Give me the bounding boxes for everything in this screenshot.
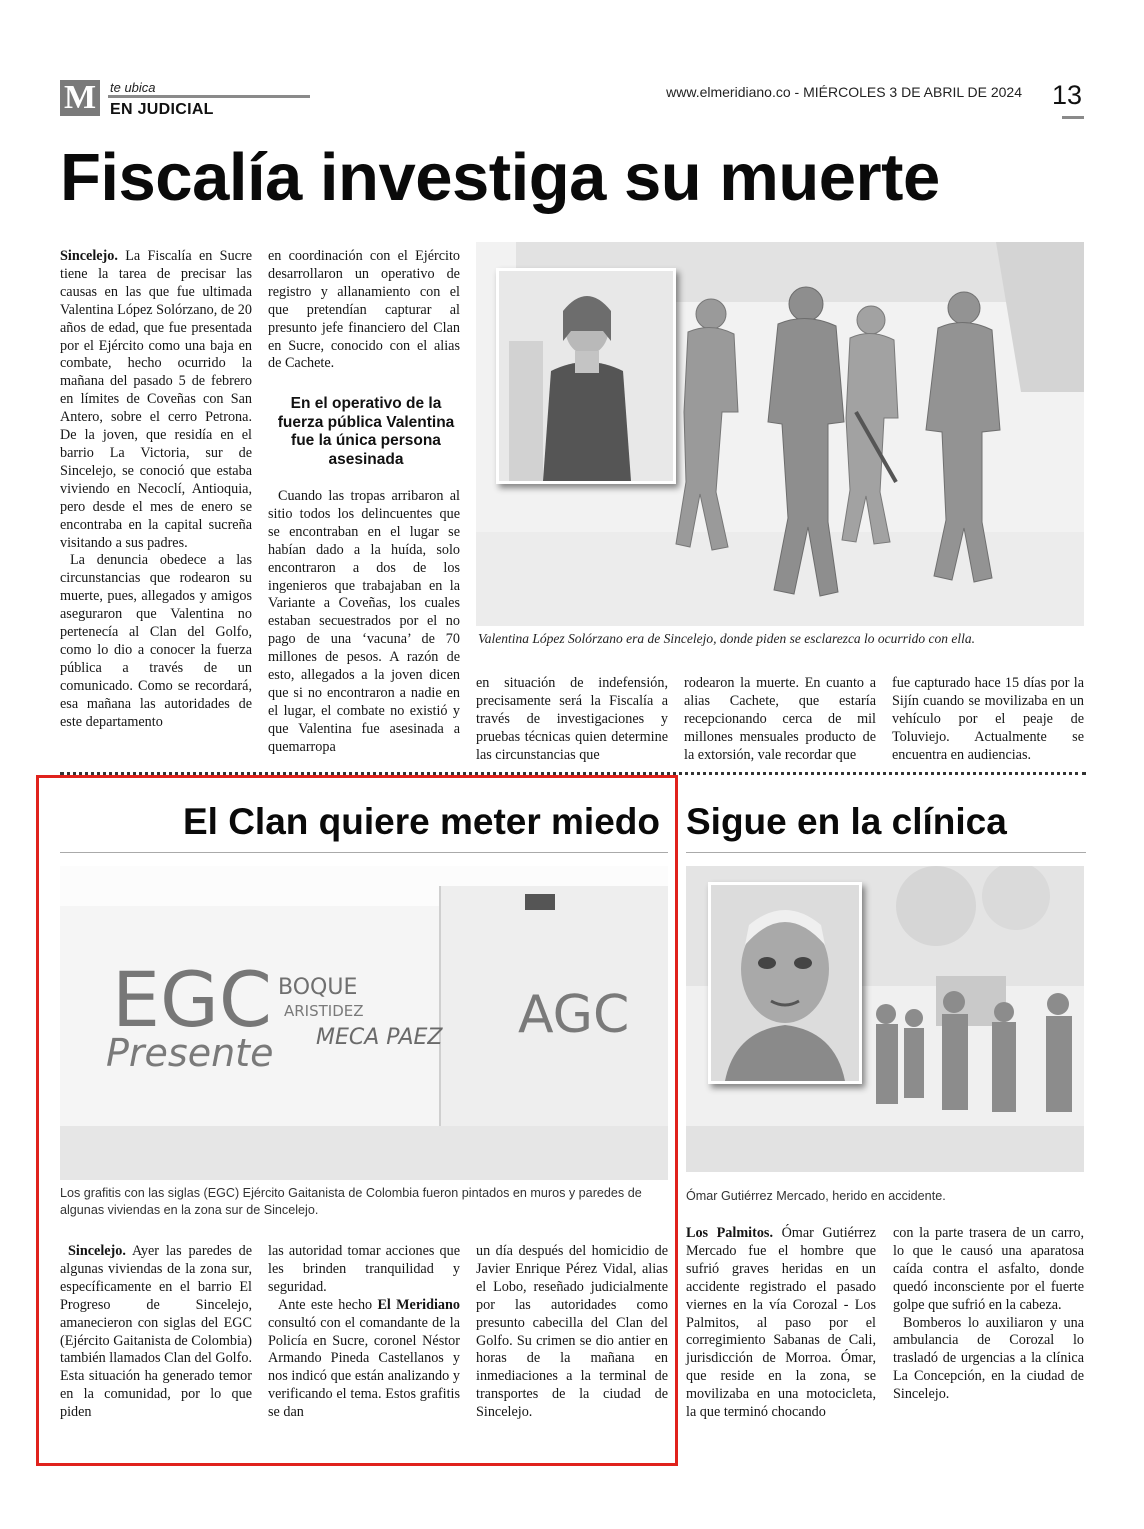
paragraph: Ayer las paredes de algunas viviendas de la zona sur, específicamente en el barrio El Progreso de Sincelejo, amanecieron con siglas del EGC (Ejército Gaitanista de Colombia) también llamados Clan del Golfo. Esta situación ha generado temor en la comunidad, por lo que piden	[60, 1243, 252, 1421]
paragraph: Ómar Gutiérrez Mercado fue el hombre que sufrió graves heridas en un accidente registrado el pasado viernes en la vía Corozal - Los Palmitos, al paso por el corregimiento Sabanas de Cali, jurisdicción de Morroa. Ómar, que reside en la zona, se movilizaba en una motocicleta, la que terminó chocando	[686, 1225, 876, 1421]
paragraph: un día después del homicidio de Javier Enrique Pérez Vidal, alias el Lobo, reseñado judicialmente por las autoridades como presunto cabecilla del Clan del Golfo. Su crimen se dio antier en horas de la mañana en inmediaciones a la terminal de transportes de la ciudad de Sincelejo.	[476, 1243, 668, 1421]
paragraph: Bomberos lo auxiliaron y una ambulancia de Corozal lo trasladó de urgencias a la clínica La Concepción, en la ciudad de Sincelejo.	[893, 1314, 1084, 1403]
headline-rule	[60, 852, 668, 853]
dateline: Sincelejo.	[60, 248, 118, 264]
main-story-col-4	[684, 675, 876, 765]
clinic-story-col-2	[893, 1225, 1084, 1404]
graffiti-wall-icon	[60, 866, 668, 1180]
section-rule	[108, 95, 310, 98]
section-name: EN JUDICIAL	[110, 101, 214, 118]
main-story-col-1	[60, 248, 252, 731]
paragraph: fue capturado hace 15 días por la Sijín cuando se movilizaba en un vehículo por el peaje de Toluviejo. Actualmente se encuentra en audiencias.	[892, 675, 1084, 763]
paragraph: en situación de indefensión, precisamente será la Fiscalía a través de investigaciones y pruebas técnicas quien determine las circunstancias que	[476, 675, 668, 763]
paragraph: La Fiscalía en Sucre tiene la tarea de precisar las causas en las que fue ultimada Valentina López Solórzano, de 20 años de edad, que fue presentada por el Ejército como una baja en combate, hecho ocurrido la mañana del pasado 5 de febrero en límites de Coveñas con San Antero, sobre el cerro Petrona. De la joven, que residía en el barrio La Victoria, sur de Sincelejo, se conoció que estaba viviendo en Necoclí, Antioquia, pero desde el mes de enero se encontraba en la capital sucreña visitando a sus padres.	[60, 248, 252, 551]
paragraph: con la parte trasera de un carro, lo que le causó una aparatosa caída contra el asfalto, donde quedó inconsciente por el fuerte golpe que sufrió en la cabeza.	[893, 1225, 1084, 1313]
man-portrait-icon	[711, 885, 859, 1081]
paragraph: consultó con el comandante de la Policía en Sucre, coronel Néstor Armando Pineda Castellanos y nos indicó que están analizando y verificando el tema. Estos grafitis se dan	[268, 1314, 460, 1421]
victim-portrait	[708, 882, 862, 1084]
masthead-date: www.elmeridiano.co - MIÉRCOLES 3 DE ABRIL DE 2024	[666, 84, 1022, 100]
dateline: Los Palmitos.	[686, 1225, 773, 1241]
clan-story-col-1	[60, 1243, 252, 1422]
main-story-col-2-top	[268, 248, 460, 373]
paragraph: Ante este hecho	[278, 1296, 378, 1313]
graffiti-photo-caption: Los grafitis con las siglas (EGC) Ejército Gaitanista de Colombia fueron pintados en muros y paredes de algunas viviendas en la zona sur de Sincelejo.	[60, 1186, 642, 1217]
graffiti-photo	[60, 866, 668, 1180]
main-story-col-2-bottom	[268, 488, 460, 757]
graffiti-meca-paez: MECA PAEZ	[316, 1025, 443, 1050]
newspaper-name: El Meridiano	[377, 1296, 460, 1313]
dateline: Sincelejo.	[68, 1243, 126, 1259]
clan-headline: El Clan quiere meter miedo	[182, 801, 660, 842]
paragraph: en coordinación con el Ejército desarrollaron un operativo de registro y allanamiento con el que pretendían capturar al presunto jefe financiero del Clan en Sucre, conocido con el alias de Cachete.	[268, 248, 460, 372]
newspaper-logo-icon: M	[60, 80, 100, 116]
clan-story-col-3	[476, 1243, 668, 1422]
woman-portrait-icon	[499, 271, 673, 481]
pull-quote: En el operativo de la fuerza pública Valentina fue la única persona asesinada	[277, 395, 455, 468]
main-photo-caption: Valentina López Solórzano era de Sincelejo, donde piden se esclarezca lo ocurrido con ella.	[478, 631, 976, 646]
graffiti-aristidez: ARISTIDEZ	[284, 1002, 364, 1020]
paragraph: La denuncia obedece a las circunstancias que rodearon su muerte, pues, allegados y amigos aseguraron que Valentina no pertenecía al Clan del Golfo, como lo dio a conocer la fuerza pública a través de un comunicado. Como se recordará, esa mañana las autoridades de este departamento	[60, 552, 252, 730]
clinic-headline: Sigue en la clínica	[686, 801, 1007, 842]
graffiti-presente: Presente	[106, 1031, 274, 1075]
page-number-rule	[1062, 116, 1084, 119]
graffiti-boque: BOQUE	[278, 975, 358, 1000]
clinic-photo-caption: Ómar Gutiérrez Mercado, herido en accidente.	[686, 1189, 946, 1203]
clan-story-col-2	[268, 1243, 460, 1422]
paragraph: las autoridad tomar acciones que les brinden tranquilidad y seguridad.	[268, 1243, 460, 1295]
paragraph: rodearon la muerte. En cuanto a alias Cachete, que estaría recepcionando cerca de mil millones mensuales producto de la extorsión, vale recordar que	[684, 675, 876, 763]
paragraph: Cuando las tropas arribaron al sitio todos los delincuentes que se encontraban en el lugar se habían dado a la huída, solo encontraron a dos de los ingenieros que trabajaban en la Variante a Coveñas, los cuales estaban secuestrados por el no pago de una ‘vacuna’ de 70 millones de pesos. A razón de esto, allegados a la joven dicen que si no encontraron a nadie en el lugar, el combate no existió y que Valentina fue asesinada a quemarropa	[268, 488, 460, 755]
main-headline: Fiscalía investiga su muerte	[60, 140, 940, 215]
main-story-col-5	[892, 675, 1084, 765]
headline-rule	[686, 852, 1086, 853]
inset-photo	[496, 268, 676, 484]
main-story-col-3	[476, 675, 668, 765]
clinic-story-col-1	[686, 1225, 876, 1422]
graffiti-agc: AGC	[518, 985, 630, 1045]
graffiti-egc: EGC	[112, 955, 272, 1044]
tagline: te ubica	[110, 80, 156, 95]
page-number: 13	[1051, 80, 1083, 110]
